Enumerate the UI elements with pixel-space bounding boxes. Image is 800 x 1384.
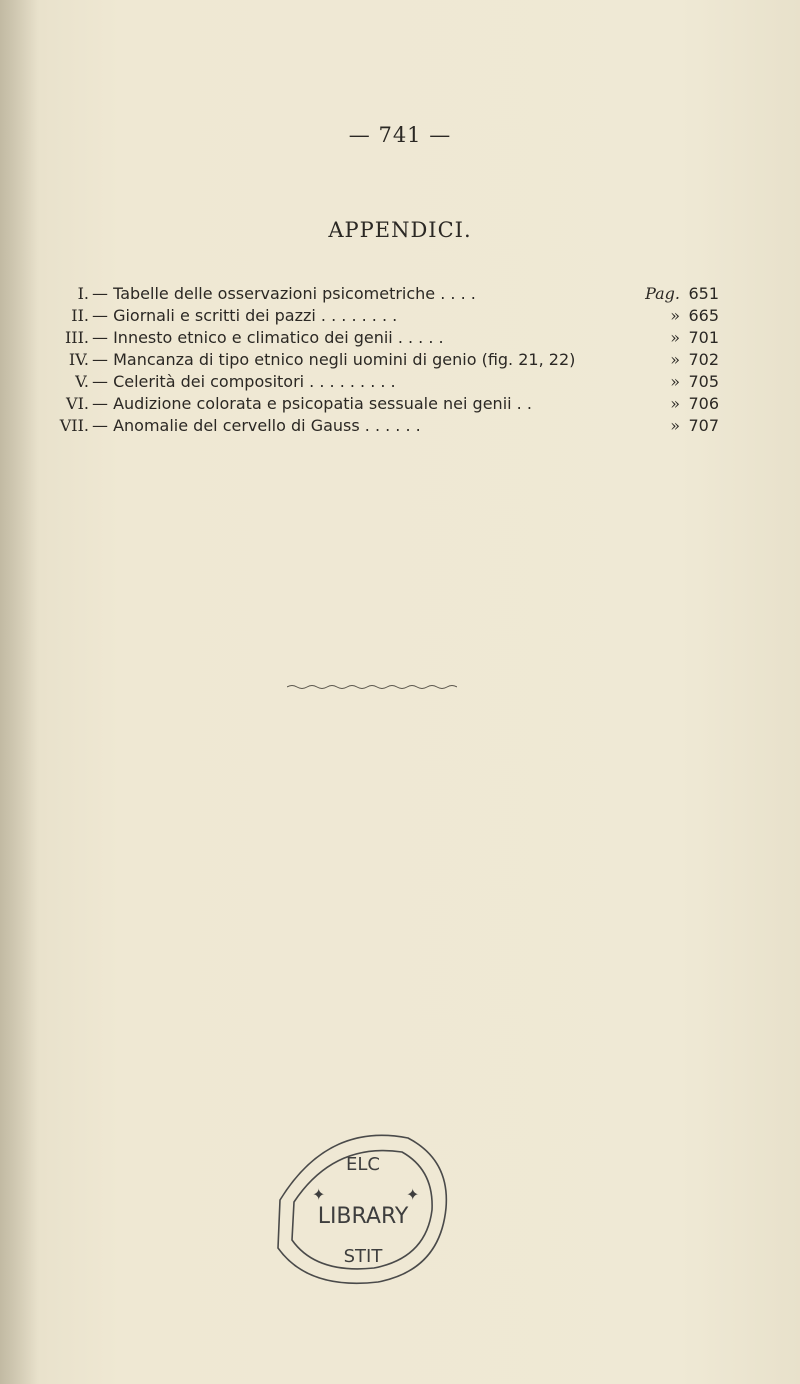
library-stamp-icon bbox=[268, 1130, 458, 1290]
toc-entry-title: — Anomalie del cervello di Gauss . . . . . . bbox=[92, 416, 421, 435]
toc-entry-page-label: » bbox=[670, 328, 680, 347]
toc-entry-title: — Celerità dei compositori . . . . . . . . . bbox=[92, 372, 396, 391]
toc-entry bbox=[0, 284, 800, 306]
toc-entry-number: IV. bbox=[68, 350, 89, 369]
toc-entry-number: III. bbox=[64, 328, 89, 347]
toc-entry-title: — Audizione colorata e psicopatia sessuale nei genii . . bbox=[92, 394, 532, 413]
toc-entry bbox=[0, 350, 800, 372]
toc-entry-page: 705 bbox=[688, 372, 719, 391]
toc-entry-page-label: » bbox=[670, 350, 680, 369]
toc-entry-page-label: » bbox=[670, 416, 680, 435]
toc-entry-page: 701 bbox=[688, 328, 719, 347]
toc-entry-page: 707 bbox=[688, 416, 719, 435]
toc-entry bbox=[0, 394, 800, 416]
stamp-library-text: LIBRARY bbox=[317, 1204, 409, 1229]
toc-entry-page-label bbox=[604, 284, 680, 303]
page-number: — 741 — bbox=[348, 123, 452, 147]
svg-text:✦: ✦ bbox=[312, 1185, 326, 1204]
page-gutter-shadow bbox=[0, 0, 38, 1384]
toc-entry-page: 706 bbox=[688, 394, 719, 413]
toc-entry bbox=[0, 328, 800, 350]
svg-text:STIT: STIT bbox=[343, 1246, 383, 1267]
toc-entry-title: — Mancanza di tipo etnico negli uomini di genio (fig. 21, 22) bbox=[92, 350, 576, 369]
toc-entry-number: V. bbox=[75, 372, 89, 391]
toc-entry-title: — Tabelle delle osservazioni psicometriche . . . . bbox=[92, 284, 476, 303]
toc-entry-page: 702 bbox=[688, 350, 719, 369]
table-of-contents bbox=[0, 284, 800, 438]
ornamental-wavy-rule bbox=[287, 683, 457, 691]
svg-text:✦: ✦ bbox=[406, 1185, 420, 1204]
toc-entry-page-label: » bbox=[670, 372, 680, 391]
toc-entry bbox=[0, 372, 800, 394]
toc-entry-number: VII. bbox=[59, 416, 89, 435]
pag-label: Pag. bbox=[645, 284, 680, 303]
toc-entry bbox=[0, 416, 800, 438]
toc-entry-title: — Innesto etnico e climatico dei genii . . . . . bbox=[92, 328, 444, 347]
toc-entry-page-label: » bbox=[670, 306, 680, 325]
toc-entry bbox=[0, 306, 800, 328]
toc-entry-page: 651 bbox=[688, 284, 719, 303]
page-heading: APPENDICI. bbox=[328, 218, 472, 242]
toc-entry-number: VI. bbox=[66, 394, 89, 413]
toc-entry-page-label: » bbox=[670, 394, 680, 413]
toc-entry-title: — Giornali e scritti dei pazzi . . . . . . . . bbox=[92, 306, 398, 325]
toc-entry-number: I. bbox=[77, 284, 89, 303]
svg-text:ELC: ELC bbox=[346, 1154, 380, 1175]
toc-entry-page: 665 bbox=[688, 306, 719, 325]
toc-entry-number: II. bbox=[71, 306, 89, 325]
